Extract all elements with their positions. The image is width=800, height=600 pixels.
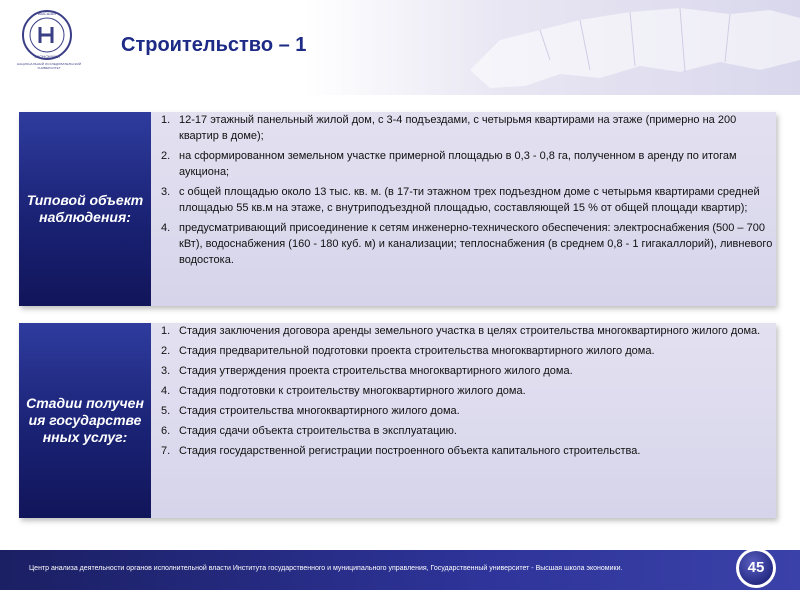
svg-text:ЭКОНОМИКИ: ЭКОНОМИКИ [34,54,60,59]
list-item: 1. Стадия заключения договора аренды земельного участка в целях строительства многоквартирного жилого дома. [161,325,761,337]
block2-list [151,323,776,459]
map-decoration [430,0,800,95]
logo-caption: НАЦИОНАЛЬНЫЙ ИССЛЕДОВАТЕЛЬСКИЙ УНИВЕРСИТЕТ [16,62,82,70]
list-item: 4. Стадия подготовки к строительству многоквартирного жилого дома. [161,385,526,397]
block2-content [151,323,776,518]
list-item: 3. с общей площадью около 13 тыс. кв. м. (в 17-ти этажном трех подъездном доме с четырьмя квартирами средней площадью 55 кв.м на этаже, с внутриподъездной площадью, составляющей 15 % от общей площади квартир); [161,186,760,214]
list-item: 5. Стадия строительства многоквартирного жилого дома. [161,405,460,417]
list-item: 2. на сформированном земельном участке примерной площадью в 0,3 - 0,8 га, полученном в аренду по итогам аукциона; [161,150,737,178]
block2-label: Стадии получения государственных услуг: [26,395,144,445]
footer-text: Центр анализа деятельности органов исполнительной власти Института государственного и муниципального управления, Государственный университет - Высшая школа экономики. [29,565,623,572]
block1-label: Типовой объект наблюдения: [26,192,144,225]
block1-content [151,112,776,306]
block1-side-panel [19,112,151,306]
svg-text:ВЫСШАЯ: ВЫСШАЯ [37,11,57,16]
block2-side-panel [19,323,151,518]
list-item: 1. 12-17 этажный панельный жилой дом, с 3-4 подъездами, с четырьмя квартирами на этаже (примерно на 200 квартир в доме); [161,114,737,142]
list-item: 4. предусматривающий присоединение к сетям инженерно-технического обеспечения: электроснабжения (500 – 700 кВт), водоснабжения (160 - 180 куб. м) и канализации; теплоснабжения (в среднем 0,8 - 1 гигакаллорий), ливневого водостока. [161,222,773,266]
block1-list [151,112,776,268]
list-item: 6. Стадия сдачи объекта строительства в эксплуатацию. [161,425,457,437]
page-number-badge [736,548,776,588]
list-item: 3. Стадия утверждения проекта строительства многоквартирного жилого дома. [161,365,573,377]
page-number: 45 [739,551,773,585]
list-item: 7. Стадия государственной регистрации построенного объекта капитального строительства. [161,445,641,457]
page-title: Строительство – 1 [121,34,307,56]
list-item: 2. Стадия предварительной подготовки проекта строительства многоквартирного жилого дома. [161,345,655,357]
